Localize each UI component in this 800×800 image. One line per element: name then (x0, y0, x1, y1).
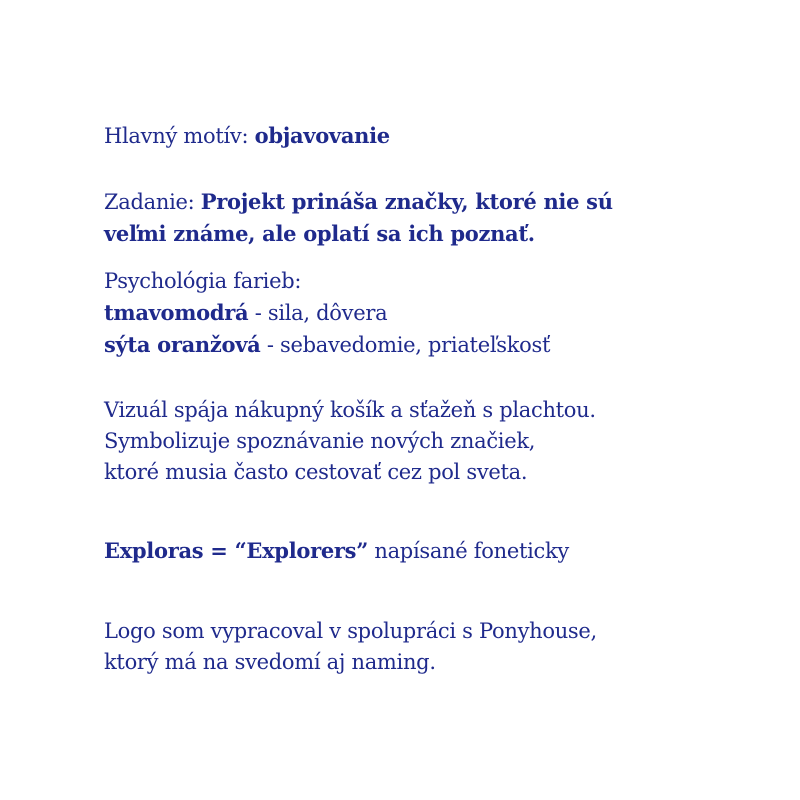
color-psychology (104, 266, 550, 361)
brand-name-note (104, 535, 569, 567)
assignment-text (104, 186, 613, 250)
visual-line-3: ktoré musia často cestovať cez pol sveta. (104, 460, 528, 484)
brand-name: Exploras = “Explorers” (104, 538, 368, 563)
color-name-orange: sýta oranžová (104, 332, 261, 357)
visual-description (104, 395, 596, 488)
assignment-label: Zadanie: (104, 190, 201, 214)
color-psychology-heading: Psychológia farieb: (104, 269, 302, 293)
logo-credit-line-1: Logo som vypracoval v spolupráci s Ponyhouse, (104, 619, 597, 643)
color-meaning-navy: - sila, dôvera (248, 301, 388, 325)
color-name-navy: tmavomodrá (104, 300, 249, 325)
logo-credit (104, 616, 597, 678)
assignment-line-1: Projekt prináša značky, ktoré nie sú (200, 189, 613, 214)
main-motif-value: objavovanie (254, 123, 390, 148)
main-motif (104, 120, 390, 152)
assignment-line-2: veľmi známe, ale oplatí sa ich poznať. (104, 221, 535, 246)
visual-line-1: Vizuál spája nákupný košík a sťažeň s plachtou. (104, 398, 596, 422)
color-meaning-orange: - sebavedomie, priateľskosť (260, 333, 551, 357)
visual-line-2: Symbolizuje spoznávanie nových značiek, (104, 429, 536, 453)
brand-name-explanation: napísané foneticky (367, 539, 569, 563)
main-motif-label: Hlavný motív: (104, 124, 255, 148)
logo-credit-line-2: ktorý má na svedomí aj naming. (104, 650, 436, 674)
